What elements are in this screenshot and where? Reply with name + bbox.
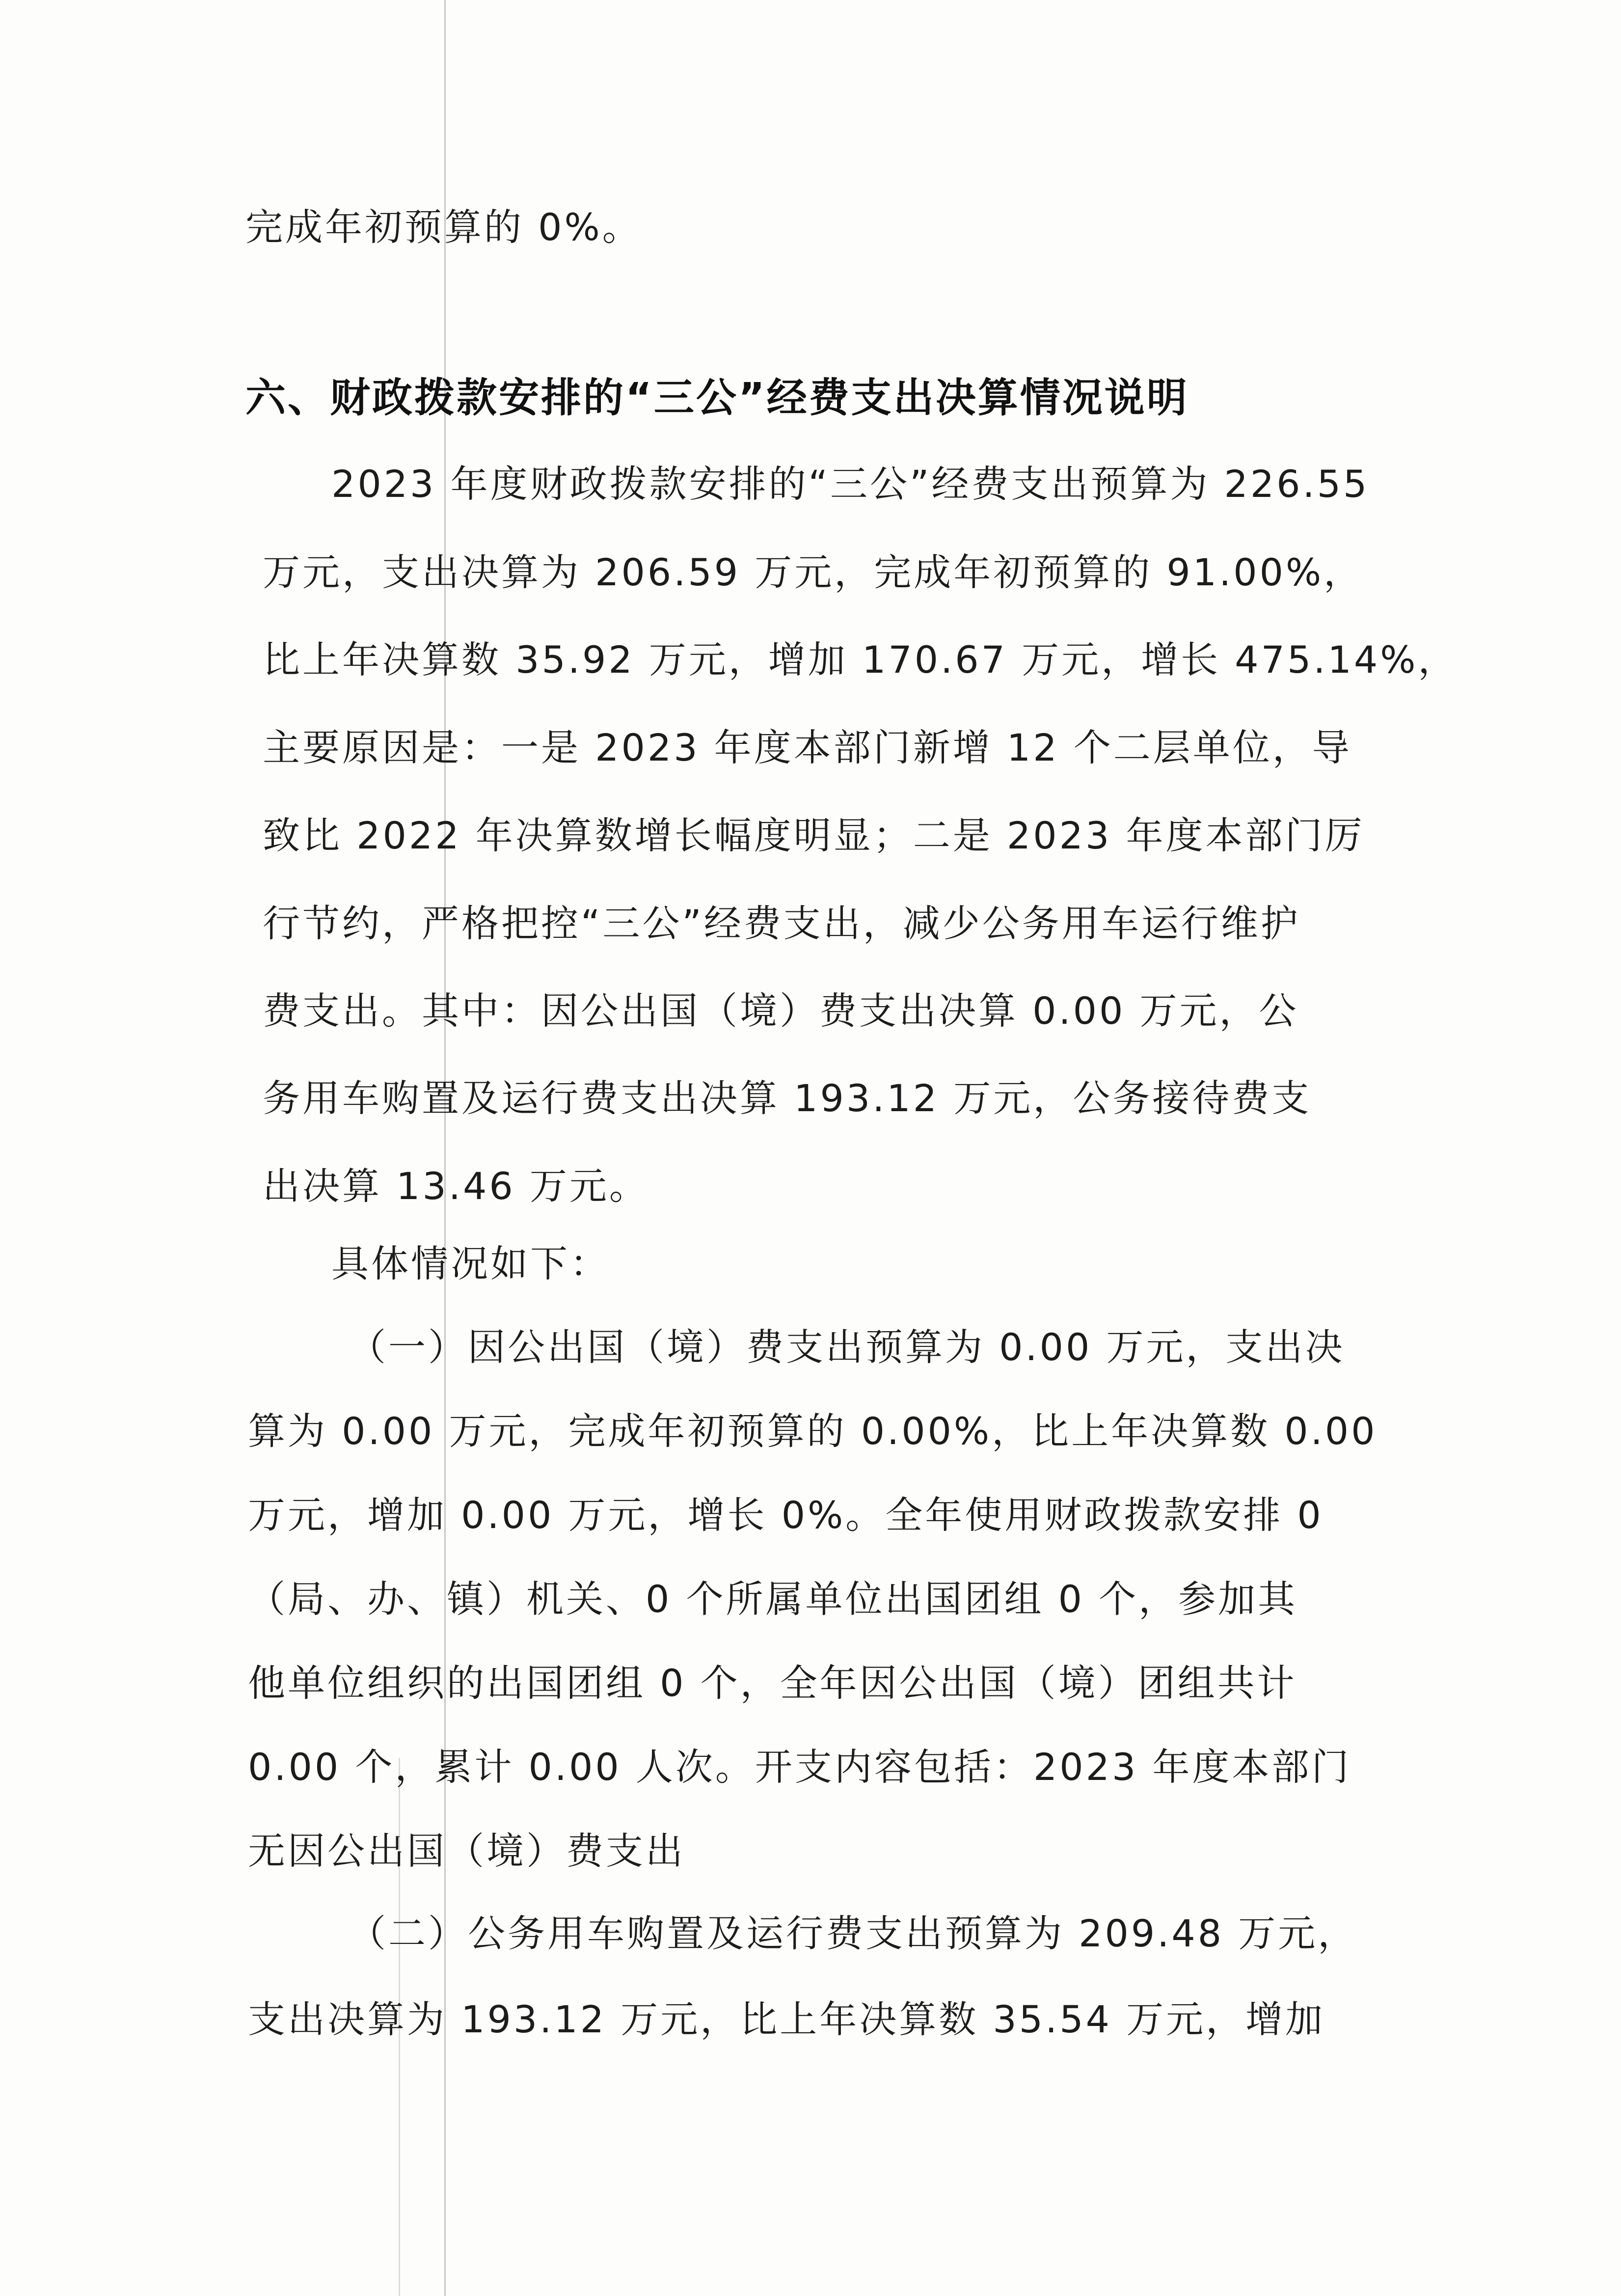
section-heading: 六、财政拨款安排的“三公”经费支出决算情况说明 xyxy=(245,375,1189,421)
paragraph1-line: 行节约，严格把控“三公”经费支出，减少公务用车运行维护 xyxy=(263,902,1300,945)
paragraph1-line: 费支出。其中：因公出国（境）费支出决算 0.00 万元，公 xyxy=(263,989,1299,1033)
paragraph1-line: 致比 2022 年决算数增长幅度明显；二是 2023 年度本部门厉 xyxy=(263,814,1365,857)
paragraph2-line: 算为 0.00 万元，完成年初预算的 0.00%，比上年决算数 0.00 xyxy=(248,1409,1378,1453)
paragraph1-line: 出决算 13.46 万元。 xyxy=(263,1164,649,1208)
paragraph1-line: 主要原因是：一是 2023 年度本部门新增 12 个二层单位，导 xyxy=(263,726,1352,769)
paragraph3-line: （二）公务用车购置及运行费支出预算为 209.48 万元， xyxy=(349,1912,1358,1955)
paragraph2-line: 万元，增加 0.00 万元，增长 0%。全年使用财政拨款安排 0 xyxy=(248,1493,1324,1537)
paragraph1-line: 万元，支出决算为 206.59 万元，完成年初预算的 91.00%， xyxy=(263,550,1364,594)
intro-line: 具体情况如下： xyxy=(331,1242,610,1285)
paragraph2-line: 他单位组织的出国团组 0 个，全年因公出国（境）团组共计 xyxy=(248,1661,1297,1705)
carryover-line: 完成年初预算的 0%。 xyxy=(245,205,642,249)
paragraph2-line: 0.00 个，累计 0.00 人次。开支内容包括：2023 年度本部门 xyxy=(248,1745,1351,1789)
paragraph3-line: 支出决算为 193.12 万元，比上年决算数 35.54 万元，增加 xyxy=(248,1997,1325,2041)
paragraph2-line: （局、办、镇）机关、0 个所属单位出国团组 0 个，参加其 xyxy=(248,1577,1298,1621)
paragraph2-line: 无因公出国（境）费支出 xyxy=(248,1829,685,1873)
paragraph2-line: （一）因公出国（境）费支出预算为 0.00 万元，支出决 xyxy=(349,1325,1345,1369)
paragraph1-line: 2023 年度财政拨款安排的“三公”经费支出预算为 226.55 xyxy=(331,462,1370,506)
paragraph1-line: 比上年决算数 35.92 万元，增加 170.67 万元，增长 475.14%， xyxy=(263,638,1458,682)
paragraph1-line: 务用车购置及运行费支出决算 193.12 万元，公务接待费支 xyxy=(263,1076,1312,1120)
